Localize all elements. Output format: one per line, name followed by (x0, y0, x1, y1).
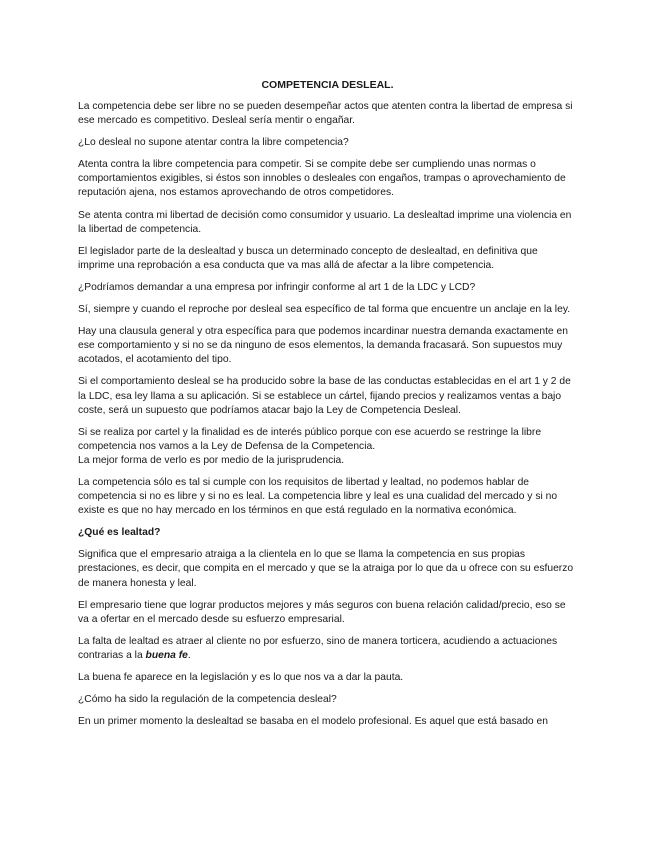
question-demandar: ¿Podríamos demandar a una empresa por infringir conforme al art 1 de la LDC y LCD? (78, 281, 476, 293)
paragraph-intro: La competencia debe ser libre no se pueden desempeñar actos que atenten contra la libertad de empresa si ese mercado es competitivo. Desleal sería mentir o engañar. (78, 101, 573, 127)
paragraph-modelo-profesional: En un primer momento la deslealtad se basaba en el modelo profesional. Es aquel que está basado en (78, 716, 548, 728)
buena-fe-emphasis: buena fe (145, 649, 188, 661)
paragraph-libertad-decision: Se atenta contra mi libertad de decisión como consumidor y usuario. La deslealtad imprime una violencia en la libertad de competencia. (78, 209, 572, 235)
question-libre-competencia: ¿Lo desleal no supone atentar contra la libre competencia? (78, 137, 349, 149)
paragraph-cartel (78, 426, 577, 468)
paragraph-requisitos: La competencia sólo es tal si cumple con los requisitos de libertad y lealtad, no podemos hablar de competencia si no es libre y si no es leal. La competencia libre y leal es una cualidad del mercado y si no existe es que no hay mercado en los términos en que está regulado en la normativa económica. (78, 476, 558, 517)
paragraph-empresario: El empresario tiene que lograr productos mejores y más seguros con buena relación calidad/precio, eso se va a ofertar en el mercado desde su esfuerzo empresarial. (78, 599, 566, 625)
paragraph-jurisprudencia: La mejor forma de verlo es por medio de la jurisprudencia. (78, 454, 345, 466)
paragraph-reproche: Sí, siempre y cuando el reproche por desleal sea específico de tal forma que encuentre un anclaje en la ley. (78, 304, 571, 316)
paragraph-atenta: Atenta contra la libre competencia para competir. Si se compite debe ser cumpliendo unas normas o comportamientos exigibles, si éstos son innobles o desleales con engaños, trampas o aprovechamiento de reputación ajena, nos estamos aprovechando de otros competidores. (78, 159, 566, 199)
paragraph-significa: Significa que el empresario atraiga a la clientela en lo que se llama la competencia en sus propias prestaciones, es decir, que compita en el mercado y que se la atraiga por lo que da u ofrece con su esfuerzo de manera honesta y leal. (78, 549, 574, 589)
document-title: COMPETENCIA DESLEAL. (261, 79, 394, 91)
question-regulacion: ¿Cómo ha sido la regulación de la competencia desleal? (78, 694, 337, 706)
paragraph-falta-lealtad-end: . (187, 649, 191, 661)
paragraph-comportamiento: Si el comportamiento desleal se ha producido sobre la base de las conductas establecidas en el art 1 y 2 de la LDC, esa ley llama a su aplicación. Si se establece un cártel, fijando precios y realizamos ventas a bajo coste, será un supuesto que podríamos atacar bajo la Ley de Competencia Desleal. (78, 376, 571, 416)
paragraph-falta-lealtad-text: La falta de lealtad es atraer al cliente no por esfuerzo, sino de manera torticera, acudiendo a actuaciones contrarias a la (78, 635, 558, 661)
paragraph-legislador: El legislador parte de la deslealtad y busca un determinado concepto de deslealtad, en definitiva que imprime una reprobación a esa conducta que va mas allá de afectar a la libre competencia. (78, 245, 538, 271)
paragraph-cartel-text: Si se realiza por cartel y la finalidad es de interés público porque con ese acuerdo se restringe la libre competencia nos vamos a la Ley de Defensa de la Competencia. (78, 426, 542, 452)
paragraph-buena-fe: La buena fe aparece en la legislación y es lo que nos va a dar la pauta. (78, 672, 404, 683)
paragraph-falta-lealtad (78, 635, 577, 663)
paragraph-clausula: Hay una clausula general y otra específica para que podemos incardinar nuestra demanda exactamente en ese comportamiento y si no se da ninguno de esos elementos, la demanda fracasará. Son supuestos muy acotados, el acotamiento del tipo. (78, 326, 568, 366)
heading-lealtad: ¿Qué es lealtad? (78, 527, 161, 539)
